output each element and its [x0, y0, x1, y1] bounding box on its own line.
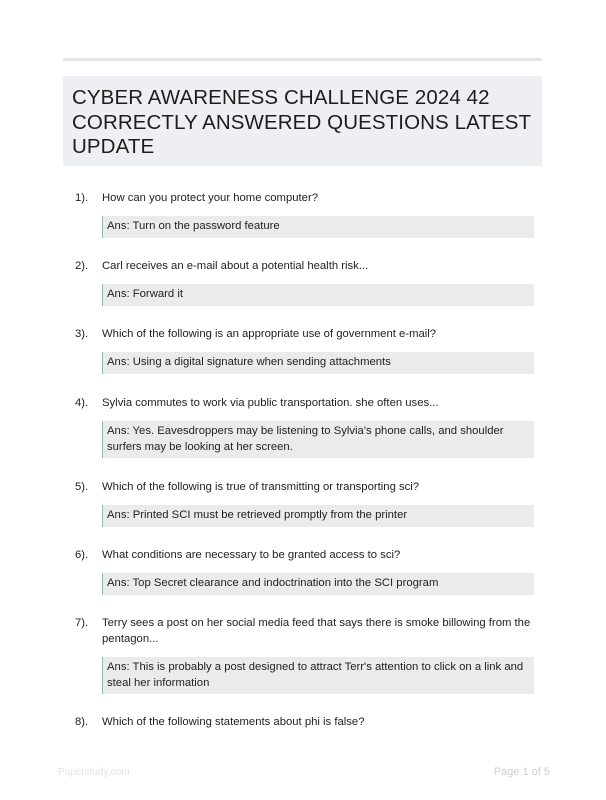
question-number: 6). [75, 549, 89, 561]
question-text: Carl receives an e-mail about a potential health risk... [102, 260, 369, 272]
question-text: What conditions are necessary to be granted access to sci? [102, 549, 401, 561]
answer-box: Ans: Using a digital signature when sending attachments [102, 352, 534, 374]
answer-box: Ans: This is probably a post designed to attract Terr's attention to click on a link and steal her information [102, 657, 534, 694]
question-number: 4). [75, 397, 89, 409]
question-number: 3). [75, 328, 89, 340]
answer-box: Ans: Top Secret clearance and indoctrination into the SCI program [102, 573, 534, 595]
question-number: 1). [75, 192, 89, 204]
document-title: CYBER AWARENESS CHALLENGE 2024 42 CORRECTLY ANSWERED QUESTIONS LATEST UPDATE [72, 86, 531, 158]
question-number: 5). [75, 481, 89, 493]
answer-box: Ans: Printed SCI must be retrieved promptly from the printer [102, 505, 534, 527]
answer-box: Ans: Turn on the password feature [102, 216, 534, 238]
top-divider [63, 58, 542, 61]
title-banner [63, 76, 542, 166]
question-text: Terry sees a post on her social media feed that says there is smoke billowing from the pentagon... [102, 617, 531, 645]
page-indicator: Page 1 of 5 [493, 766, 550, 778]
question-text: How can you protect your home computer? [102, 192, 319, 204]
footer-watermark: Paperstudy.com [58, 767, 130, 778]
question-text: Sylvia commutes to work via public transportation. she often uses... [102, 397, 439, 409]
question-text: Which of the following is true of transmitting or transporting sci? [102, 481, 420, 493]
question-number: 7). [75, 617, 89, 629]
answer-box: Ans: Yes. Eavesdroppers may be listening to Sylvia's phone calls, and shoulder surfers may be looking at her screen. [102, 421, 534, 458]
question-number: 2). [75, 260, 89, 272]
answer-box: Ans: Forward it [102, 284, 534, 306]
question-text: Which of the following is an appropriate use of government e-mail? [102, 328, 437, 340]
question-text: Which of the following statements about phi is false? [102, 716, 365, 728]
question-number: 8). [75, 716, 89, 728]
